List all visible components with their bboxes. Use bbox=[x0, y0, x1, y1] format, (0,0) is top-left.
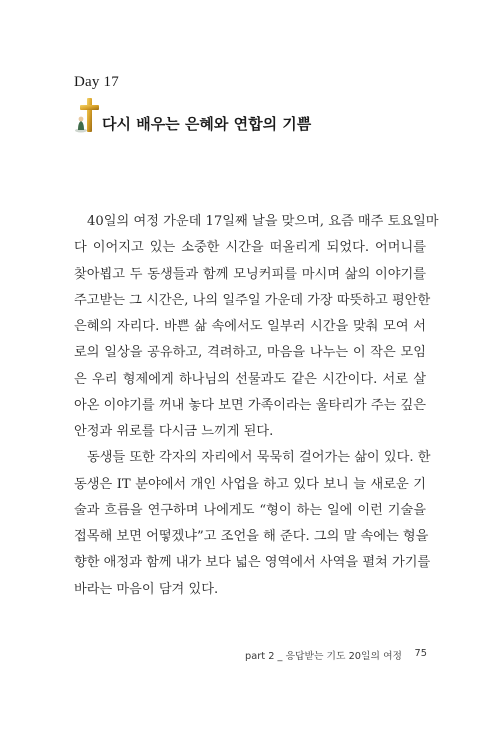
paragraph-1-line-8: 아온 이야기를 꺼내 놓다 보면 가족이라는 울타리가 주는 깊은 bbox=[74, 397, 427, 413]
chapter-title-row bbox=[72, 96, 432, 136]
page-footer bbox=[245, 648, 427, 662]
paragraph-1-line-5: 은혜의 자리다. 바쁜 삶 속에서도 일부러 시간을 맞춰 모여 서 bbox=[74, 319, 426, 334]
paragraph-1-line-2: 다 이어지고 있는 소중한 시간을 떠올리게 되었다. 어머니를 bbox=[74, 240, 426, 256]
paragraph-2-line-4: 접목해 보면 어떻겠냐”고 조언을 해 준다. 그의 말 속에는 형을 bbox=[74, 529, 429, 544]
paragraph-1-line-7: 은 우리 형제에게 하나님의 선물과도 같은 시간이다. 서로 살 bbox=[74, 371, 426, 387]
paragraph-2-line-1: 동생들 또한 각자의 자리에서 묵묵히 걸어가는 삶이 있다. 한 bbox=[87, 450, 431, 466]
page-number: 75 bbox=[414, 648, 427, 659]
paragraph-2-line-6: 바라는 마음이 담겨 있다. bbox=[74, 581, 219, 597]
footer-section-label: part 2 _ 응답받는 기도 20일의 여정 bbox=[245, 651, 403, 662]
paragraph-1-line-9: 안정과 위로를 다시금 느끼게 된다. bbox=[74, 424, 274, 439]
paragraph-1-line-1: 40일의 여정 가운데 17일째 날을 맞으며, 요즘 매주 토요일마 bbox=[87, 214, 439, 229]
paragraph-1-line-3: 찾아뵙고 두 동생들과 함께 모닝커피를 마시며 삶의 이야기를 bbox=[74, 266, 426, 282]
paragraph-2-line-2: 동생은 IT 분야에서 개인 사업을 하고 있다 보니 늘 새로운 기 bbox=[74, 476, 426, 492]
day-label: Day 17 bbox=[74, 74, 119, 90]
chapter-title: 다시 배우는 은혜와 연합의 기쁨 bbox=[102, 115, 312, 133]
body-text bbox=[74, 209, 439, 603]
paragraph-1-line-4: 주고받는 그 시간은, 나의 일주일 가운데 가장 따뜻하고 평안한 bbox=[74, 292, 431, 308]
paragraph-2-line-3: 술과 흐름을 연구하며 나에게도 “형이 하는 일에 이런 기술을 bbox=[74, 502, 426, 518]
cross-with-figure-icon bbox=[72, 96, 102, 136]
paragraph-2-line-5: 향한 애정과 함께 내가 보다 넓은 영역에서 사역을 펼쳐 가기를 bbox=[74, 555, 431, 571]
paragraph-1-line-6: 로의 일상을 공유하고, 격려하고, 마음을 나누는 이 작은 모임 bbox=[74, 345, 426, 361]
